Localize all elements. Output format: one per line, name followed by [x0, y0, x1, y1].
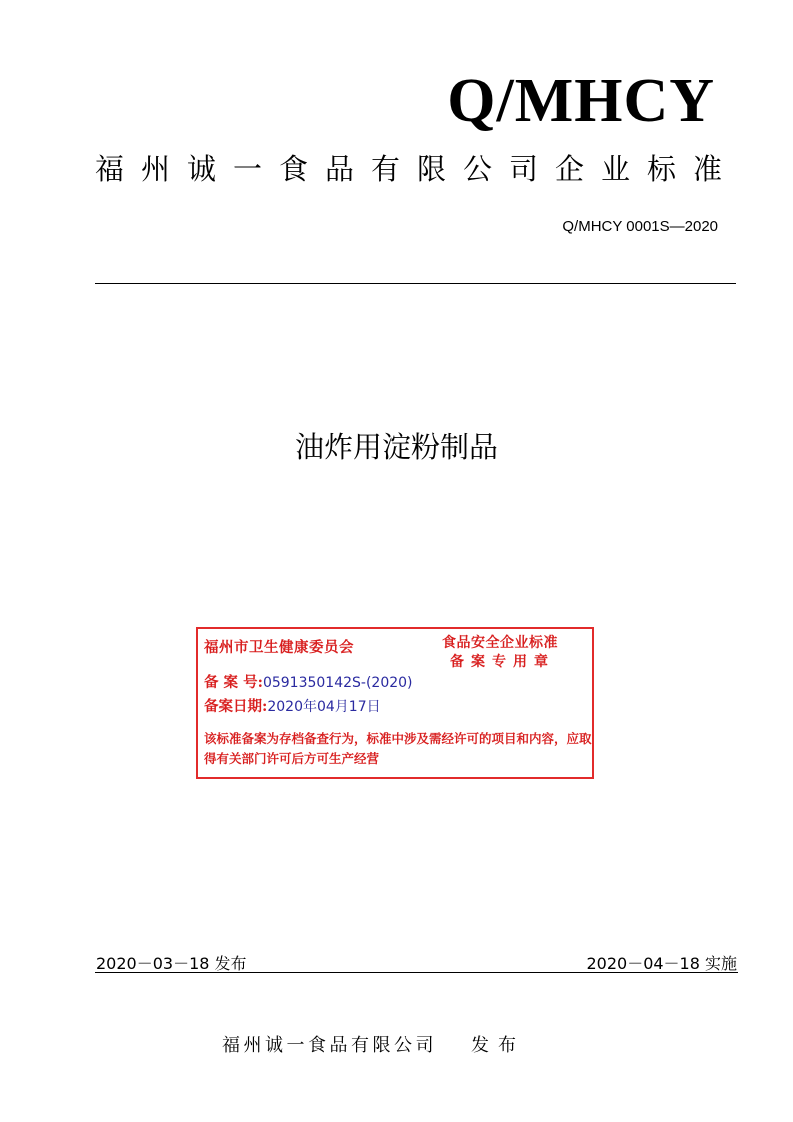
standard-code-heading: Q/MHCY — [447, 67, 715, 135]
company-standard-title: 福州诚一食品有限公司企业标准 — [95, 152, 740, 186]
record-number-value: 0591350142S-(2020) — [262, 675, 413, 691]
record-date-label: 备案日期: — [204, 698, 268, 715]
publisher-name: 福州诚一食品有限公司 — [222, 1035, 437, 1056]
stamp-record-row — [204, 671, 413, 692]
publish-label: 发布 — [471, 1035, 525, 1056]
stamp-seal-line-2: 备案专用章 — [450, 654, 555, 670]
stamp-note: 该标准备案为存档备查行为，标准中涉及需经许可的项目和内容，应取得有关部门许可后方可生产经营 — [204, 731, 592, 766]
header-divider — [95, 283, 736, 284]
publisher-row — [222, 1031, 525, 1057]
release-date: 2020－03－18 发布 — [96, 954, 247, 973]
stamp-seal-line-1: 食品安全企业标准 — [442, 635, 558, 651]
stamp-committee-name: 福州市卫生健康委员会 — [204, 639, 354, 656]
footer-divider — [95, 972, 738, 973]
record-date-value: 2020年04月17日 — [267, 699, 381, 715]
record-number-label: 备 案 号: — [204, 674, 263, 691]
filing-stamp — [196, 627, 594, 779]
implementation-date: 2020－04－18 实施 — [586, 954, 737, 973]
document-title: 油炸用淀粉制品 — [294, 430, 498, 464]
standard-number: Q/MHCY 0001S—2020 — [562, 218, 718, 235]
stamp-date-row — [204, 695, 381, 716]
